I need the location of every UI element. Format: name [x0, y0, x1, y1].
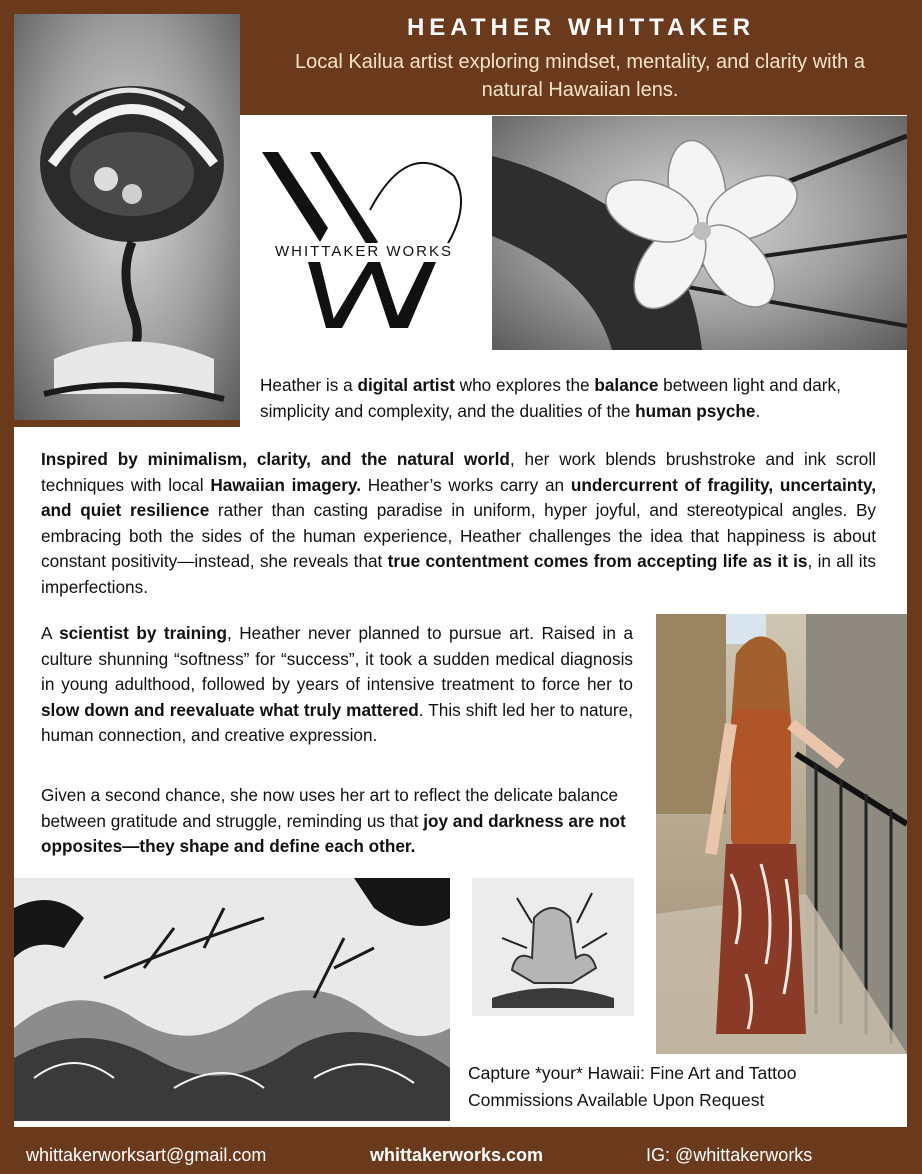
text-run-0: Given a second chance, she now uses her art to reflect the delicate balance between gratitude and struggle, reminding us that [41, 785, 619, 831]
commission-caption [468, 1060, 898, 1114]
footer-website[interactable]: whittakerworks.com [370, 1145, 544, 1165]
logo-wordmark: WHITTAKER WORKS [258, 243, 470, 260]
artist-tagline: Local Kailua artist exploring mindset, mentality, and clarity with a natural Hawaiian lens. [295, 51, 865, 101]
text-run-0: A [41, 623, 60, 643]
text-run-3: Heather’s works carry an [361, 474, 571, 495]
artist-photo [656, 614, 907, 1054]
bold-run-1: scientist by training [59, 623, 227, 643]
text-run-7: , in all its imperfections. [41, 551, 876, 597]
bold-run-0: Inspired by minimalism, clarity, and the natural world [41, 449, 510, 469]
bold-run-5: human psyche [635, 400, 756, 421]
bio-background [41, 621, 633, 749]
wave-artwork [14, 878, 450, 1121]
whittaker-works-logo [258, 150, 470, 330]
plumeria-artwork [492, 116, 907, 350]
ginger-root-artwork [472, 878, 634, 1016]
text-run-4: . This shift led her to nature, human connection, and creative expression. [41, 699, 633, 745]
text-run-1: , her work blends brushstroke and ink scroll techniques with local [41, 449, 876, 495]
coconut-artwork [14, 14, 240, 420]
bio-inspiration [41, 447, 876, 600]
footer-email[interactable]: whittakerworksart@gmail.com [26, 1145, 267, 1165]
caption-line-2: Commissions Available Upon Request [468, 1090, 765, 1110]
bio-intro [260, 373, 880, 424]
text-run-4: between light and dark, simplicity and complexity, and the dualities of the [260, 375, 841, 421]
text-run-6: . [755, 400, 761, 421]
text-run-2: who explores the [454, 375, 595, 395]
bold-run-3: slow down and reevaluate what truly mattered [41, 699, 419, 720]
bold-run-4: undercurrent of fragility, uncertainty, and quiet resilience [41, 474, 877, 520]
bold-run-3: balance [594, 375, 659, 395]
bold-run-2: Hawaiian imagery. [210, 474, 361, 495]
text-run-0: Heather is a [260, 375, 358, 395]
text-run-2: , Heather never planned to pursue art. Raised in a culture shunning “softness” for “success”, it took a sudden medical diagnosis in young adulthood, followed by years of intensive treatment to force her to [41, 623, 634, 694]
bold-run-1: joy and darkness are not opposites—they shape and define each other. [41, 810, 626, 856]
bold-run-1: digital artist [357, 375, 455, 395]
bio-mission [41, 783, 633, 860]
logo-monogram-icon [258, 150, 470, 330]
artist-name: HEATHER WHITTAKER [406, 14, 756, 41]
caption-line-1: Capture *your* Hawaii: Fine Art and Tattoo [468, 1063, 797, 1083]
bold-run-6: true contentment comes from accepting life as it is [387, 551, 808, 571]
footer-instagram[interactable]: IG: @whittakerworks [646, 1145, 813, 1165]
text-run-5: rather than casting paradise in uniform, hyper joyful, and stereotypical angles. By embracing both the sides of the human experience, Heather challenges the idea that happiness is about constant positivity—instead, she reveals that [41, 500, 876, 571]
